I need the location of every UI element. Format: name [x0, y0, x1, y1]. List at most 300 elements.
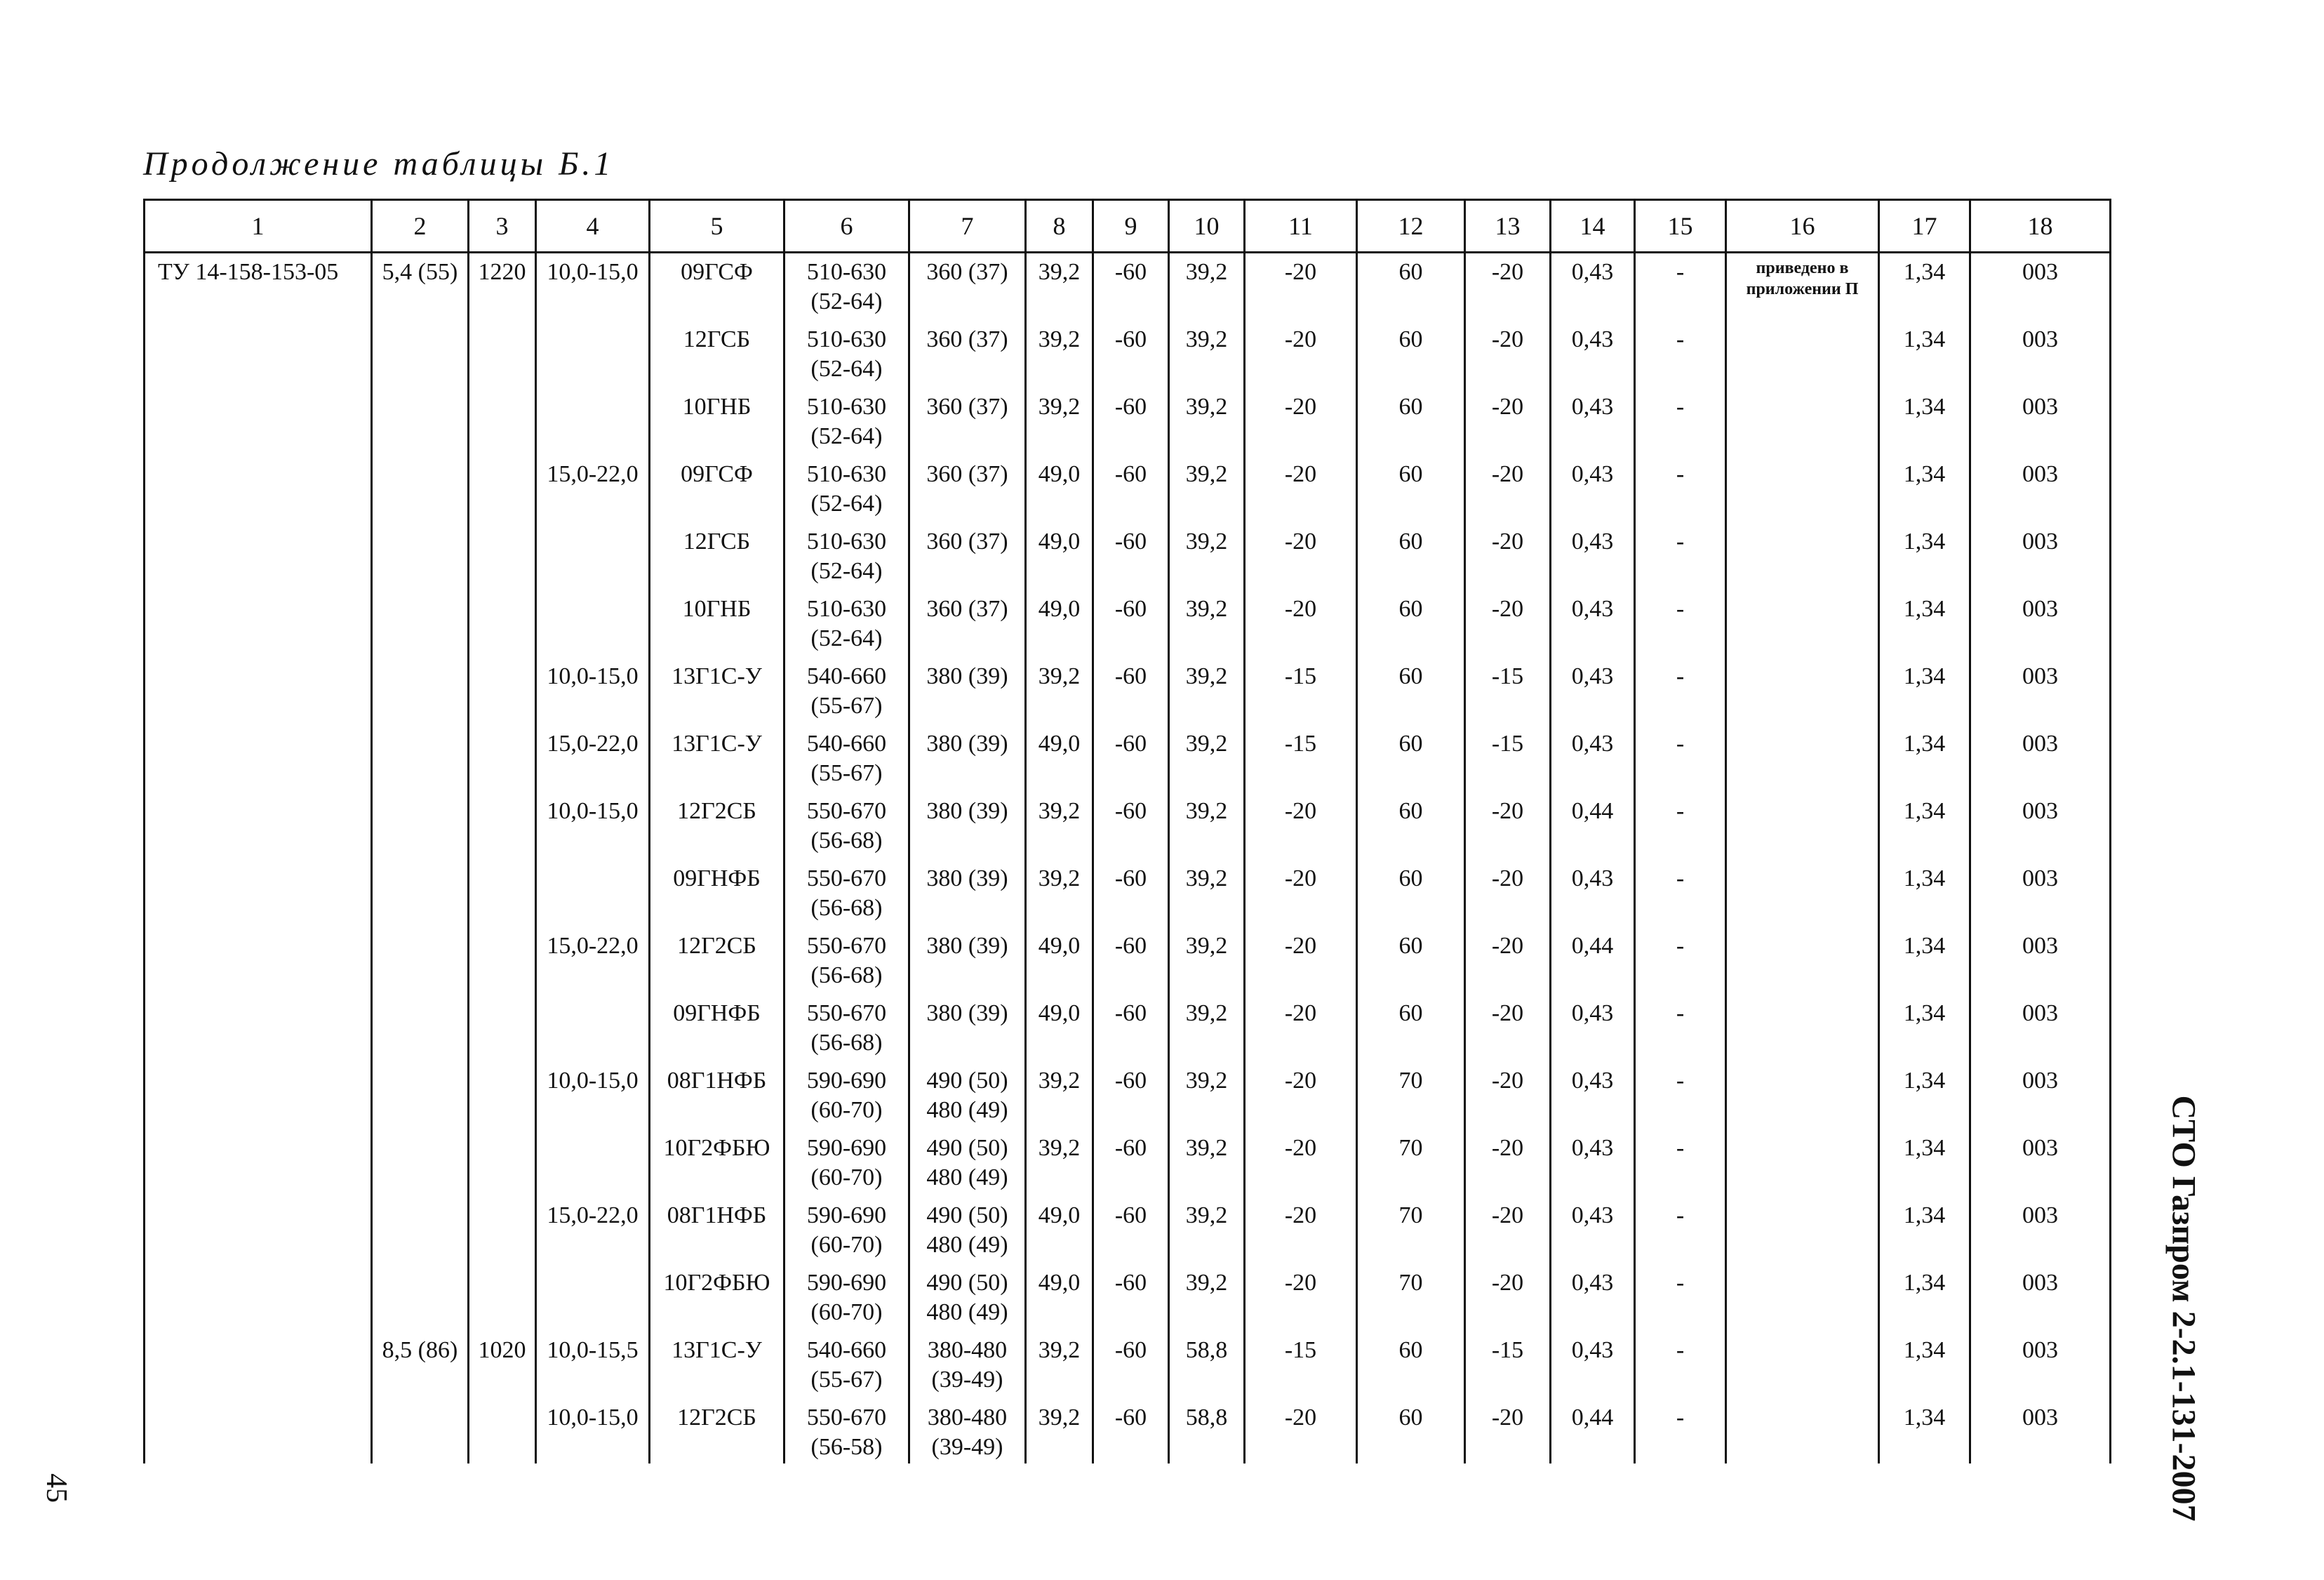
table-cell	[469, 995, 536, 1062]
table-cell: -	[1635, 456, 1726, 523]
header-row	[145, 200, 2111, 253]
table-cell: 49,0	[1026, 995, 1093, 1062]
table-cell: -20	[1245, 1062, 1357, 1129]
table-cell	[145, 995, 372, 1062]
table-cell: 39,2	[1026, 1399, 1093, 1463]
table-cell: 60	[1357, 1332, 1465, 1399]
table-cell: 380 (39)	[909, 658, 1026, 725]
column-header: 7	[909, 200, 1026, 253]
table-row	[145, 1062, 2111, 1129]
table-cell	[1726, 927, 1879, 995]
table-cell: -	[1635, 1197, 1726, 1264]
table-cell: -	[1635, 523, 1726, 590]
table-cell	[372, 590, 469, 658]
table-cell: 1,34	[1879, 995, 1970, 1062]
table-cell: -20	[1465, 456, 1551, 523]
column-header: 6	[784, 200, 909, 253]
table-cell: 380 (39)	[909, 995, 1026, 1062]
table-cell	[536, 1264, 650, 1332]
table-row	[145, 590, 2111, 658]
table-cell: -20	[1245, 388, 1357, 456]
table-cell	[145, 725, 372, 792]
table-cell: 60	[1357, 995, 1465, 1062]
table-cell	[469, 321, 536, 388]
table-cell	[372, 792, 469, 860]
table-cell: 003	[1970, 321, 2111, 388]
table-cell: -	[1635, 253, 1726, 321]
column-header: 4	[536, 200, 650, 253]
table-cell: 0,43	[1551, 995, 1635, 1062]
table-cell: -20	[1465, 1129, 1551, 1197]
column-header: 14	[1551, 200, 1635, 253]
table-cell: 003	[1970, 658, 2111, 725]
table-body	[145, 253, 2111, 1464]
column-header: 10	[1169, 200, 1245, 253]
table-cell: -20	[1245, 1197, 1357, 1264]
table-cell: 490 (50) 480 (49)	[909, 1062, 1026, 1129]
table-cell: 0,43	[1551, 456, 1635, 523]
table-cell	[372, 1399, 469, 1463]
table-cell: 39,2	[1169, 253, 1245, 321]
column-header: 12	[1357, 200, 1465, 253]
table-row	[145, 995, 2111, 1062]
table-cell: 1,34	[1879, 1197, 1970, 1264]
table-cell: -15	[1245, 1332, 1357, 1399]
table-cell: 1,34	[1879, 388, 1970, 456]
column-header: 11	[1245, 200, 1357, 253]
table-cell: 003	[1970, 456, 2111, 523]
table-cell	[145, 927, 372, 995]
table-cell	[145, 792, 372, 860]
table-cell: 39,2	[1026, 1332, 1093, 1399]
column-header: 3	[469, 200, 536, 253]
table-cell: 39,2	[1169, 388, 1245, 456]
table-cell	[145, 321, 372, 388]
table-cell: 70	[1357, 1062, 1465, 1129]
table-cell	[1726, 995, 1879, 1062]
table-cell	[469, 1399, 536, 1463]
table-cell: 380 (39)	[909, 792, 1026, 860]
data-table	[143, 199, 2111, 1463]
table-cell: -60	[1093, 658, 1169, 725]
table-cell: 1,34	[1879, 253, 1970, 321]
table-cell: 70	[1357, 1129, 1465, 1197]
table-cell: -15	[1465, 725, 1551, 792]
table-cell: 8,5 (86)	[372, 1332, 469, 1399]
table-cell	[1726, 523, 1879, 590]
table-cell: 003	[1970, 860, 2111, 927]
table-cell: 60	[1357, 523, 1465, 590]
table-cell: 39,2	[1026, 792, 1093, 860]
table-cell: 0,43	[1551, 1197, 1635, 1264]
table-cell: -60	[1093, 927, 1169, 995]
table-cell: 10Г2ФБЮ	[650, 1264, 784, 1332]
table-cell: 360 (37)	[909, 388, 1026, 456]
table-cell: -15	[1245, 658, 1357, 725]
table-cell: -20	[1245, 523, 1357, 590]
table-cell: 380 (39)	[909, 860, 1026, 927]
table-cell: -20	[1465, 860, 1551, 927]
table-cell: 0,43	[1551, 523, 1635, 590]
table-cell: -20	[1465, 253, 1551, 321]
table-cell: 550-670 (56-58)	[784, 1399, 909, 1463]
table-cell: 39,2	[1169, 456, 1245, 523]
table-cell: 1,34	[1879, 1399, 1970, 1463]
table-cell: 003	[1970, 792, 2111, 860]
table-cell: -60	[1093, 590, 1169, 658]
table-cell: 0,43	[1551, 1264, 1635, 1332]
table-cell	[372, 927, 469, 995]
table-cell	[1726, 388, 1879, 456]
table-cell: 0,43	[1551, 253, 1635, 321]
table-cell: 13Г1С-У	[650, 725, 784, 792]
table-cell: -	[1635, 321, 1726, 388]
page-number	[28, 1467, 84, 1509]
table-cell: 360 (37)	[909, 321, 1026, 388]
table-cell: 49,0	[1026, 927, 1093, 995]
column-header: 5	[650, 200, 784, 253]
table-cell	[145, 658, 372, 725]
table-cell: 10,0-15,5	[536, 1332, 650, 1399]
table-cell: -20	[1245, 927, 1357, 995]
table-cell: 590-690 (60-70)	[784, 1062, 909, 1129]
column-header: 16	[1726, 200, 1879, 253]
table-cell: -60	[1093, 456, 1169, 523]
table-cell	[372, 1197, 469, 1264]
table-cell: 003	[1970, 1264, 2111, 1332]
table-cell: 49,0	[1026, 725, 1093, 792]
column-header: 18	[1970, 200, 2111, 253]
table-cell: -	[1635, 995, 1726, 1062]
table-cell: 39,2	[1169, 523, 1245, 590]
table-cell: 510-630 (52-64)	[784, 456, 909, 523]
table-cell: 10,0-15,0	[536, 1399, 650, 1463]
table-cell: 0,44	[1551, 792, 1635, 860]
table-cell: 380 (39)	[909, 927, 1026, 995]
table-cell	[1726, 590, 1879, 658]
table-cell: 60	[1357, 321, 1465, 388]
table-cell: 60	[1357, 658, 1465, 725]
table-cell: 0,43	[1551, 590, 1635, 658]
table-cell: 10,0-15,0	[536, 792, 650, 860]
table-cell	[536, 995, 650, 1062]
table-cell	[536, 388, 650, 456]
table-cell: 550-670 (56-68)	[784, 792, 909, 860]
table-cell: 12Г2СБ	[650, 792, 784, 860]
table-cell: 49,0	[1026, 523, 1093, 590]
table-cell	[372, 995, 469, 1062]
table-cell: 08Г1НФБ	[650, 1197, 784, 1264]
table-cell: -60	[1093, 792, 1169, 860]
table-cell	[536, 1129, 650, 1197]
table-cell: -20	[1465, 1062, 1551, 1129]
table-cell: 003	[1970, 1062, 2111, 1129]
table-row	[145, 253, 2111, 321]
table-cell: 49,0	[1026, 1197, 1093, 1264]
table-cell: -20	[1465, 523, 1551, 590]
table-cell: 09ГНФБ	[650, 860, 784, 927]
table-cell	[469, 658, 536, 725]
table-cell: -60	[1093, 1399, 1169, 1463]
table-row	[145, 860, 2111, 927]
table-cell: 13Г1С-У	[650, 1332, 784, 1399]
table-cell	[372, 1264, 469, 1332]
table-cell: -15	[1465, 658, 1551, 725]
table-cell: 58,8	[1169, 1399, 1245, 1463]
table-cell: -20	[1245, 1264, 1357, 1332]
table-cell	[1726, 1197, 1879, 1264]
column-header: 8	[1026, 200, 1093, 253]
table-cell: 1,34	[1879, 1129, 1970, 1197]
table-cell: 380-480 (39-49)	[909, 1399, 1026, 1463]
table-cell: -20	[1245, 792, 1357, 860]
table-cell: -20	[1465, 927, 1551, 995]
table-cell: 003	[1970, 1332, 2111, 1399]
table-cell: -60	[1093, 523, 1169, 590]
table-cell: 49,0	[1026, 590, 1093, 658]
table-cell	[145, 1399, 372, 1463]
table-cell: -	[1635, 860, 1726, 927]
table-cell: -60	[1093, 1332, 1169, 1399]
table-row	[145, 1399, 2111, 1463]
table-cell	[469, 456, 536, 523]
table-row	[145, 321, 2111, 388]
table-cell: 1,34	[1879, 523, 1970, 590]
table-cell: -	[1635, 1264, 1726, 1332]
table-cell: 0,43	[1551, 1332, 1635, 1399]
table-cell: 510-630 (52-64)	[784, 523, 909, 590]
table-cell	[1726, 725, 1879, 792]
table-cell: 60	[1357, 590, 1465, 658]
table-cell: -60	[1093, 1264, 1169, 1332]
table-cell: 39,2	[1169, 1062, 1245, 1129]
table-cell: 12ГСБ	[650, 523, 784, 590]
table-cell	[145, 1129, 372, 1197]
table-cell: 003	[1970, 253, 2111, 321]
table-cell	[469, 1129, 536, 1197]
table-cell: 590-690 (60-70)	[784, 1264, 909, 1332]
table-cell: 360 (37)	[909, 253, 1026, 321]
table-row	[145, 792, 2111, 860]
table-cell: 10,0-15,0	[536, 1062, 650, 1129]
table-cell	[469, 1197, 536, 1264]
table-cell: 60	[1357, 253, 1465, 321]
table-cell: -20	[1245, 1399, 1357, 1463]
table-cell: 60	[1357, 456, 1465, 523]
table-cell	[1726, 1264, 1879, 1332]
table-cell: 39,2	[1026, 860, 1093, 927]
table-cell	[145, 590, 372, 658]
table-cell: -	[1635, 658, 1726, 725]
table-cell: 08Г1НФБ	[650, 1062, 784, 1129]
table-cell: 15,0-22,0	[536, 1197, 650, 1264]
table-cell: 12ГСБ	[650, 321, 784, 388]
table-cell: 09ГНФБ	[650, 995, 784, 1062]
column-header: 13	[1465, 200, 1551, 253]
table-cell	[1726, 321, 1879, 388]
table-cell: 1,34	[1879, 792, 1970, 860]
table-cell: -60	[1093, 1062, 1169, 1129]
table-cell	[469, 927, 536, 995]
table-cell: 510-630 (52-64)	[784, 253, 909, 321]
table-row	[145, 523, 2111, 590]
table-cell: -15	[1465, 1332, 1551, 1399]
table-cell: 39,2	[1169, 1264, 1245, 1332]
table-cell: 0,43	[1551, 1062, 1635, 1129]
table-cell	[372, 388, 469, 456]
table-cell	[145, 1062, 372, 1129]
table-cell: 39,2	[1169, 725, 1245, 792]
table-cell: 1,34	[1879, 590, 1970, 658]
table-cell: -	[1635, 725, 1726, 792]
table-cell: -20	[1465, 388, 1551, 456]
table-cell: 490 (50) 480 (49)	[909, 1264, 1026, 1332]
table-cell: 590-690 (60-70)	[784, 1197, 909, 1264]
table-cell: -20	[1465, 792, 1551, 860]
table-cell: приведено в приложении П	[1726, 253, 1879, 321]
table-cell: 1,34	[1879, 1062, 1970, 1129]
table-cell: 1,34	[1879, 456, 1970, 523]
table-cell: 510-630 (52-64)	[784, 590, 909, 658]
table-cell: 39,2	[1026, 253, 1093, 321]
table-cell: 590-690 (60-70)	[784, 1129, 909, 1197]
table-cell: -	[1635, 388, 1726, 456]
table-cell	[145, 1332, 372, 1399]
table-caption: Продолжение таблицы Б.1	[143, 145, 615, 182]
table-cell: 003	[1970, 1197, 2111, 1264]
table-cell: 39,2	[1169, 590, 1245, 658]
page-number-text: 45	[40, 1473, 72, 1503]
table-cell: 60	[1357, 860, 1465, 927]
table-cell: 550-670 (56-68)	[784, 860, 909, 927]
table-cell: -60	[1093, 860, 1169, 927]
table-cell: -20	[1465, 1399, 1551, 1463]
table-cell: -20	[1465, 1197, 1551, 1264]
table-cell	[372, 658, 469, 725]
table-cell	[372, 1062, 469, 1129]
table-cell: 490 (50) 480 (49)	[909, 1197, 1026, 1264]
table-cell: 49,0	[1026, 1264, 1093, 1332]
table-cell: 003	[1970, 1129, 2111, 1197]
table-cell: 10,0-15,0	[536, 658, 650, 725]
table-cell: 39,2	[1026, 658, 1093, 725]
column-header: 9	[1093, 200, 1169, 253]
table-cell	[469, 1264, 536, 1332]
table-row	[145, 658, 2111, 725]
table-cell: 39,2	[1026, 321, 1093, 388]
column-header: 17	[1879, 200, 1970, 253]
table-cell: -20	[1245, 1129, 1357, 1197]
table-cell	[1726, 1129, 1879, 1197]
table-cell: 39,2	[1169, 927, 1245, 995]
table-cell: -20	[1245, 456, 1357, 523]
table-cell: 003	[1970, 590, 2111, 658]
table-cell: -60	[1093, 725, 1169, 792]
table-cell	[372, 1129, 469, 1197]
table-cell: 58,8	[1169, 1332, 1245, 1399]
table-cell	[145, 1264, 372, 1332]
table-cell: 60	[1357, 792, 1465, 860]
table-cell: 510-630 (52-64)	[784, 388, 909, 456]
table-cell	[145, 860, 372, 927]
table-cell: 1,34	[1879, 860, 1970, 927]
table-cell: 380 (39)	[909, 725, 1026, 792]
table-cell: 550-670 (56-68)	[784, 995, 909, 1062]
table-cell	[1726, 1062, 1879, 1129]
column-header: 1	[145, 200, 372, 253]
table-cell: 70	[1357, 1197, 1465, 1264]
table-row	[145, 1129, 2111, 1197]
table-cell: 510-630 (52-64)	[784, 321, 909, 388]
table-cell	[536, 590, 650, 658]
table-cell: 39,2	[1169, 860, 1245, 927]
table-cell: 39,2	[1169, 321, 1245, 388]
table-cell: -60	[1093, 321, 1169, 388]
table-cell: 540-660 (55-67)	[784, 658, 909, 725]
table-cell	[536, 523, 650, 590]
table-cell	[469, 1062, 536, 1129]
table-cell: -20	[1465, 995, 1551, 1062]
table-row	[145, 927, 2111, 995]
table-cell: 5,4 (55)	[372, 253, 469, 321]
table-cell: 540-660 (55-67)	[784, 725, 909, 792]
table-cell: 360 (37)	[909, 456, 1026, 523]
table-cell: -60	[1093, 388, 1169, 456]
table-cell: 15,0-22,0	[536, 725, 650, 792]
table-cell: 360 (37)	[909, 523, 1026, 590]
table-cell: 15,0-22,0	[536, 456, 650, 523]
table-cell: 60	[1357, 388, 1465, 456]
table-cell: 60	[1357, 725, 1465, 792]
table-cell: 39,2	[1026, 1062, 1093, 1129]
table-cell: 15,0-22,0	[536, 927, 650, 995]
table-cell	[536, 860, 650, 927]
table-cell: 0,43	[1551, 860, 1635, 927]
document-code-text: СТО Газпром 2-2.1-131-2007	[2165, 1095, 2203, 1522]
table-row	[145, 1197, 2111, 1264]
table-cell: 12Г2СБ	[650, 927, 784, 995]
table-cell	[1726, 456, 1879, 523]
table-cell	[469, 523, 536, 590]
table-cell: 490 (50) 480 (49)	[909, 1129, 1026, 1197]
table-cell: 360 (37)	[909, 590, 1026, 658]
table-cell	[372, 523, 469, 590]
table-cell	[145, 388, 372, 456]
table-cell: 1220	[469, 253, 536, 321]
table-cell: -15	[1245, 725, 1357, 792]
table-cell	[1726, 792, 1879, 860]
table-cell: -20	[1245, 590, 1357, 658]
table-cell: -60	[1093, 995, 1169, 1062]
table-cell: -20	[1465, 321, 1551, 388]
table-cell: -	[1635, 1332, 1726, 1399]
table-cell: 49,0	[1026, 456, 1093, 523]
table-cell: 10ГНБ	[650, 590, 784, 658]
column-header: 15	[1635, 200, 1726, 253]
table-cell	[372, 456, 469, 523]
table-cell: -	[1635, 1129, 1726, 1197]
table-cell	[1726, 1399, 1879, 1463]
table-cell: 540-660 (55-67)	[784, 1332, 909, 1399]
table-cell: -20	[1465, 590, 1551, 658]
table-cell	[372, 725, 469, 792]
table-cell: 60	[1357, 1399, 1465, 1463]
table-cell: 10,0-15,0	[536, 253, 650, 321]
table-cell	[469, 860, 536, 927]
table-cell: 003	[1970, 388, 2111, 456]
table-cell: 1,34	[1879, 927, 1970, 995]
table-cell	[469, 792, 536, 860]
